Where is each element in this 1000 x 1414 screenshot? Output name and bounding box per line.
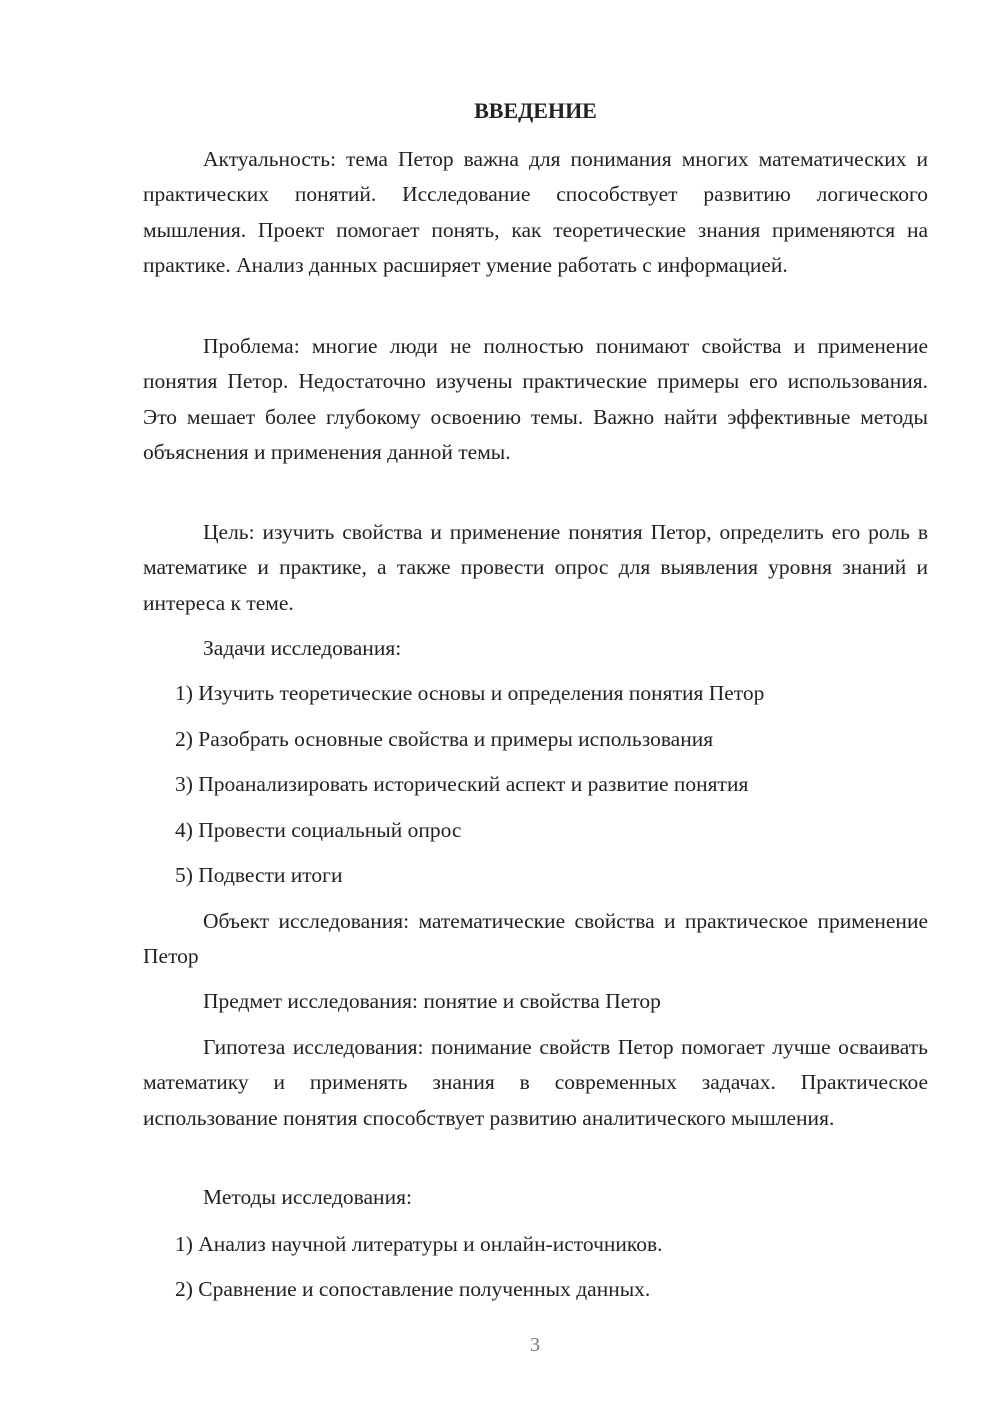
section-heading: ВВЕДЕНИЕ — [474, 98, 597, 123]
task-item-5: 5) Подвести итоги — [175, 863, 343, 887]
method-item-1: 1) Анализ научной литературы и онлайн-источников. — [175, 1232, 663, 1256]
subject-line: Предмет исследования: понятие и свойства Петор — [203, 989, 661, 1013]
page-number: 3 — [530, 1334, 540, 1356]
task-item-2: 2) Разобрать основные свойства и примеры использования — [175, 727, 714, 751]
task-item-4: 4) Провести социальный опрос — [175, 818, 462, 842]
relevance-paragraph: Актуальность: тема Петор важна для понимания многих математических и практических понятий. Исследование способствует развитию логического мышления. Проект помогает понять, как теоретические знания применяются на практике. Анализ данных расширяет умение работать с информацией. — [143, 147, 928, 277]
tasks-label: Задачи исследования: — [203, 636, 402, 660]
methods-label: Методы исследования: — [203, 1185, 412, 1209]
problem-paragraph: Проблема: многие люди не полностью понимают свойства и применение понятия Петор. Недостаточно изучены практические примеры его использования. Это мешает более глубокому освоению темы. Важно найти эффективные методы объяснения и применения данной темы. — [143, 334, 928, 464]
method-item-2: 2) Сравнение и сопоставление полученных данных. — [175, 1277, 651, 1301]
object-paragraph: Объект исследования: математические свойства и практическое применение Петор — [143, 909, 928, 969]
task-item-1: 1) Изучить теоретические основы и определения понятия Петор — [175, 681, 765, 705]
task-item-3: 3) Проанализировать исторический аспект и развитие понятия — [175, 772, 749, 796]
goal-paragraph: Цель: изучить свойства и применение понятия Петор, определить его роль в математике и практике, а также провести опрос для выявления уровня знаний и интереса к теме. — [143, 520, 928, 615]
hypothesis-paragraph: Гипотеза исследования: понимание свойств Петор помогает лучше осваивать математику и применять знания в современных задачах. Практическое использование понятия способствует развитию аналитического мышления. — [143, 1035, 928, 1130]
